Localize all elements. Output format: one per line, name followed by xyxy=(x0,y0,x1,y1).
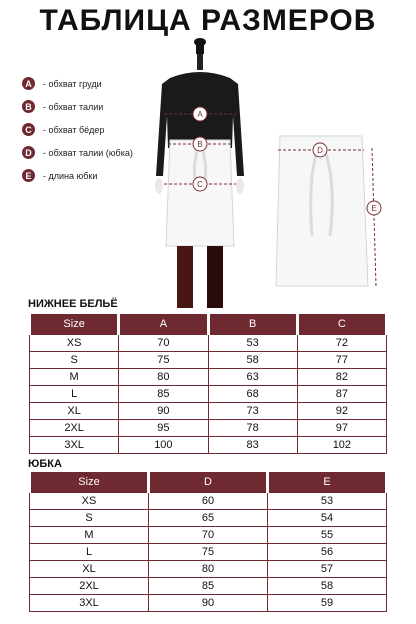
table-row xyxy=(30,493,387,510)
table-cell: 75 xyxy=(119,352,208,369)
table-row xyxy=(30,437,387,454)
table-row xyxy=(30,527,387,544)
table-cell: XL xyxy=(30,403,119,420)
legend-badge: C xyxy=(22,123,35,136)
table-cell: 58 xyxy=(268,578,387,595)
table-header-row xyxy=(30,314,387,335)
skirt-section-label: ЮБКА xyxy=(28,458,62,470)
table-cell: 77 xyxy=(297,352,386,369)
table-cell: 60 xyxy=(149,493,268,510)
table-cell: 2XL xyxy=(30,578,149,595)
marker-c: C xyxy=(197,180,203,189)
table-cell: XS xyxy=(30,335,119,352)
table-cell: 85 xyxy=(149,578,268,595)
size-illustration xyxy=(140,36,410,314)
legend-badge: D xyxy=(22,146,35,159)
marker-a: A xyxy=(197,110,203,119)
legend-badge: E xyxy=(22,169,35,182)
right-hand xyxy=(236,178,244,194)
table-row xyxy=(30,578,387,595)
table-row xyxy=(30,510,387,527)
table-cell: 78 xyxy=(208,420,297,437)
table-row xyxy=(30,386,387,403)
table-cell: M xyxy=(30,369,119,386)
legend-item-a xyxy=(22,72,133,95)
table-cell: 3XL xyxy=(30,595,149,612)
marker-b: B xyxy=(197,140,203,149)
table-cell: 59 xyxy=(268,595,387,612)
table-cell: L xyxy=(30,386,119,403)
table-cell: 90 xyxy=(149,595,268,612)
underwear-section-label: НИЖНЕЕ БЕЛЬЁ xyxy=(28,298,118,310)
table-cell: 56 xyxy=(268,544,387,561)
skirt-size-table xyxy=(28,472,388,612)
table-cell: S xyxy=(30,510,149,527)
mannequin xyxy=(194,38,206,70)
legend-badge: B xyxy=(22,100,35,113)
table-row xyxy=(30,369,387,386)
table-cell: XL xyxy=(30,561,149,578)
table-cell: 54 xyxy=(268,510,387,527)
left-hand xyxy=(155,178,163,194)
legend-label: - обхват груди xyxy=(43,78,102,89)
marker-d: D xyxy=(317,146,323,155)
table-cell: 75 xyxy=(149,544,268,561)
table-cell: 53 xyxy=(268,493,387,510)
table-cell: 90 xyxy=(119,403,208,420)
table-cell: 80 xyxy=(119,369,208,386)
left-leg xyxy=(177,246,193,308)
table-cell: 72 xyxy=(297,335,386,352)
column-header: E xyxy=(268,472,387,493)
legend-label: - обхват талии xyxy=(43,101,104,112)
table-cell: L xyxy=(30,544,149,561)
legend-label: - длина юбки xyxy=(43,170,98,181)
column-header: Size xyxy=(30,472,149,493)
table-cell: 100 xyxy=(119,437,208,454)
table-cell: 58 xyxy=(208,352,297,369)
apron-on-mannequin xyxy=(166,140,234,246)
table-cell: 83 xyxy=(208,437,297,454)
table-cell: 53 xyxy=(208,335,297,352)
table-cell: 97 xyxy=(297,420,386,437)
table-cell: 102 xyxy=(297,437,386,454)
legend-label: - обхват бёдер xyxy=(43,124,105,135)
table-cell: S xyxy=(30,352,119,369)
table-cell: 70 xyxy=(119,335,208,352)
table-cell: 70 xyxy=(149,527,268,544)
legend-label: - обхват талии (юбка) xyxy=(43,147,133,158)
table-cell: 68 xyxy=(208,386,297,403)
table-header-row xyxy=(30,472,387,493)
column-header: Size xyxy=(30,314,119,335)
table-cell: 2XL xyxy=(30,420,119,437)
table-cell: 82 xyxy=(297,369,386,386)
table-cell: 85 xyxy=(119,386,208,403)
legend-item-e xyxy=(22,164,133,187)
table-cell: 95 xyxy=(119,420,208,437)
column-header: C xyxy=(297,314,386,335)
table-cell: 87 xyxy=(297,386,386,403)
measurement-legend xyxy=(22,72,133,187)
table-cell: 80 xyxy=(149,561,268,578)
table-row xyxy=(30,595,387,612)
column-header: A xyxy=(119,314,208,335)
legend-item-b xyxy=(22,95,133,118)
table-cell: 65 xyxy=(149,510,268,527)
apron-standalone xyxy=(276,136,368,286)
column-header: B xyxy=(208,314,297,335)
table-cell: M xyxy=(30,527,149,544)
underwear-size-table xyxy=(28,314,388,454)
table-cell: 73 xyxy=(208,403,297,420)
table-row xyxy=(30,544,387,561)
table-row xyxy=(30,403,387,420)
table-cell: 63 xyxy=(208,369,297,386)
marker-e: E xyxy=(371,204,377,213)
page-title: ТАБЛИЦА РАЗМЕРОВ xyxy=(39,4,377,37)
table-cell: 55 xyxy=(268,527,387,544)
legend-badge: A xyxy=(22,77,35,90)
table-cell: 3XL xyxy=(30,437,119,454)
table-row xyxy=(30,420,387,437)
table-cell: XS xyxy=(30,493,149,510)
table-row xyxy=(30,561,387,578)
table-row xyxy=(30,352,387,369)
right-leg xyxy=(207,246,223,308)
column-header: D xyxy=(149,472,268,493)
table-cell: 57 xyxy=(268,561,387,578)
table-row xyxy=(30,335,387,352)
legend-item-d xyxy=(22,141,133,164)
table-cell: 92 xyxy=(297,403,386,420)
legend-item-c xyxy=(22,118,133,141)
